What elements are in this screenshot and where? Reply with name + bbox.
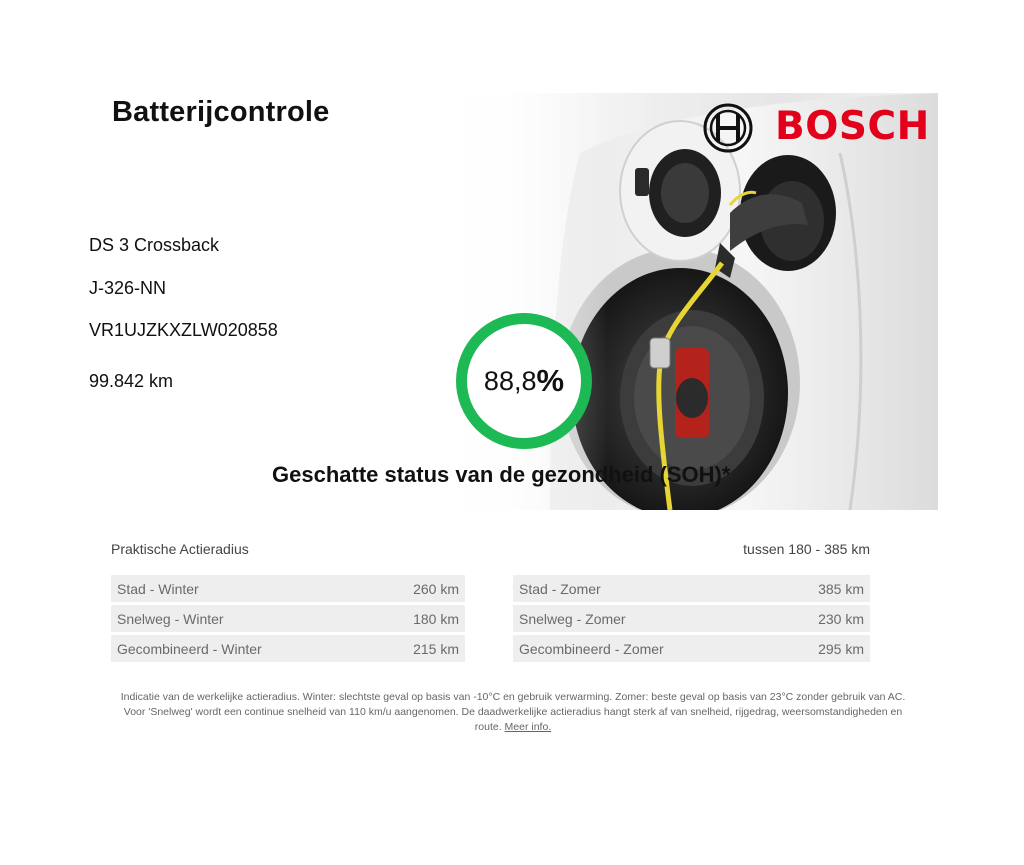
table-row	[513, 605, 870, 632]
row-value: 260 km	[413, 580, 459, 597]
soh-caption: Geschatte status van de gezondheid (SOH)*	[272, 462, 731, 487]
row-label: Stad - Winter	[117, 580, 199, 597]
soh-unit: %	[536, 363, 565, 398]
more-info-link[interactable]: Meer info.	[504, 721, 552, 733]
row-value: 295 km	[818, 640, 864, 657]
mileage: 99.842 km	[89, 371, 174, 391]
range-footnote	[118, 690, 908, 735]
license-plate: J-326-NN	[89, 278, 167, 298]
range-label: Praktische Actieradius	[111, 541, 249, 557]
row-label: Snelweg - Zomer	[519, 610, 626, 627]
page-title: Batterijcontrole	[112, 96, 330, 128]
row-value: 385 km	[818, 580, 864, 597]
table-row	[111, 575, 465, 602]
vin-number: VR1UJZKXZLW020858	[89, 320, 278, 340]
table-row	[513, 575, 870, 602]
table-row	[111, 605, 465, 632]
table-row	[111, 635, 465, 662]
row-label: Stad - Zomer	[519, 580, 601, 597]
row-value: 180 km	[413, 610, 459, 627]
range-table-winter	[111, 575, 465, 665]
soh-value: 88,8	[483, 365, 537, 396]
ev-charging-photo	[430, 93, 938, 510]
row-label: Snelweg - Winter	[117, 610, 224, 627]
bosch-armature-icon	[702, 102, 754, 154]
range-summary: tussen 180 - 385 km	[743, 541, 870, 557]
row-value: 230 km	[818, 610, 864, 627]
row-label: Gecombineerd - Winter	[117, 640, 262, 657]
bosch-wordmark: BOSCH	[775, 104, 930, 149]
soh-gauge	[456, 313, 592, 449]
vehicle-model: DS 3 Crossback	[89, 235, 220, 255]
row-label: Gecombineerd - Zomer	[519, 640, 664, 657]
footnote-text: Indicatie van de werkelijke actieradius. Winter: slechtste geval op basis van -10°C en gebruik verwarming. Zomer: beste geval op basis van 23°C zonder gebruik van AC. Voor 'Snelweg' wordt een continue snelheid van 110 km/u aangenomen. De daadwerkelijke actieradius hangt sterk af van snelheid, rijgedrag, weersomstandigheden en route.	[120, 691, 906, 733]
range-table-summer	[513, 575, 870, 665]
row-value: 215 km	[413, 640, 459, 657]
table-row	[513, 635, 870, 662]
